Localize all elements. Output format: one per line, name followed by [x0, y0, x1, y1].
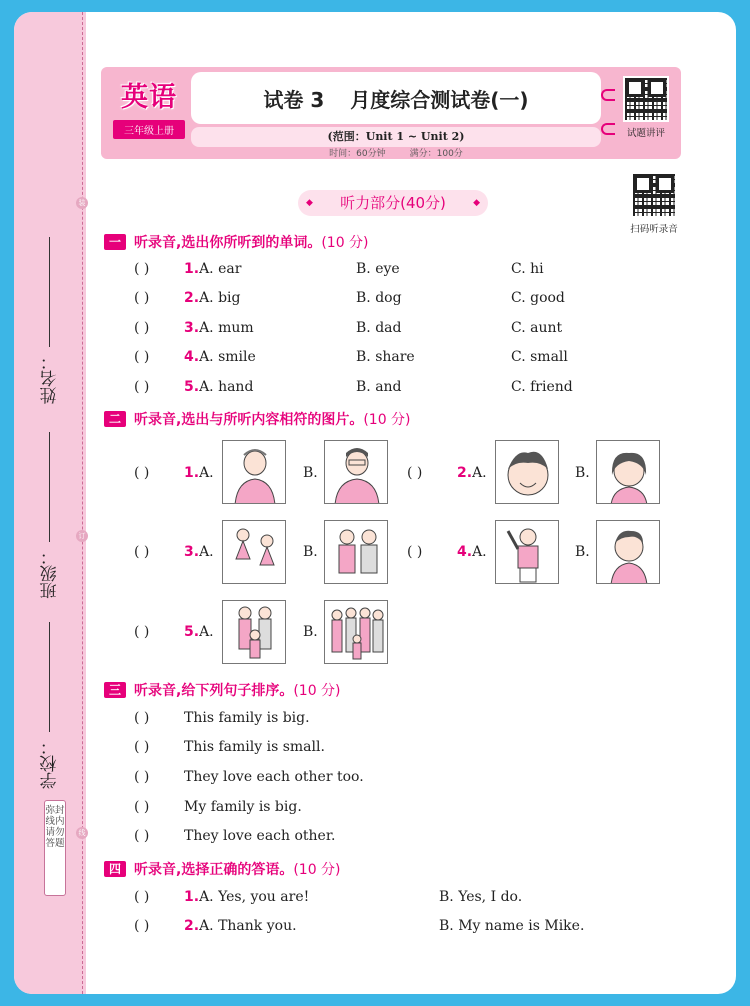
section-heading: [104, 409, 411, 429]
two-adults-picture[interactable]: [324, 520, 388, 584]
question-number: 2.: [184, 290, 200, 306]
title-box: [191, 72, 601, 124]
option-b: B. My name is Mike.: [439, 918, 585, 934]
seal-line: [82, 12, 83, 994]
answer-blank[interactable]: ( ): [134, 624, 150, 640]
option-a: A. mum: [199, 320, 254, 336]
section-points: (10 分): [321, 235, 369, 251]
option-b: B. eye: [356, 261, 400, 277]
option-b: B. Yes, I do.: [439, 889, 523, 905]
option-a: A. Yes, you are!: [199, 889, 310, 905]
qr-code-icon[interactable]: [623, 76, 669, 122]
sentence: This family is small.: [184, 739, 325, 755]
option-b: B. dad: [356, 320, 402, 336]
two-girls-picture[interactable]: [222, 520, 286, 584]
option-b: B.: [303, 624, 318, 640]
option-a: A. ear: [199, 261, 242, 277]
section-title: 听录音,选出你所听到的单词。: [134, 235, 322, 251]
section-title: 听录音,给下列句子排序。: [134, 683, 294, 699]
thinking-boy-picture[interactable]: [596, 520, 660, 584]
section-title: 听录音,选择正确的答语。: [134, 862, 294, 878]
subject-badge: [113, 75, 185, 147]
sentence: They love each other.: [184, 828, 336, 844]
question-number: 4.: [457, 544, 473, 560]
option-c: C. good: [511, 290, 565, 306]
binding-mark: 装: [76, 197, 88, 209]
question-row: [134, 624, 214, 640]
review-qr[interactable]: [623, 76, 669, 139]
subject-title: 英语: [121, 82, 177, 113]
question-row: [134, 710, 310, 726]
section-heading: [104, 859, 341, 879]
question-row: [134, 349, 256, 365]
grade-label: 三年级上册: [113, 120, 185, 139]
answer-blank[interactable]: ( ): [134, 349, 150, 365]
girl-picture[interactable]: [596, 440, 660, 504]
time-limit: 时间：60分钟: [329, 149, 386, 159]
question-row: [134, 828, 335, 844]
answer-blank[interactable]: ( ): [134, 769, 150, 785]
exam-meta: [191, 146, 601, 159]
exam-header: [101, 67, 681, 159]
class-label: 班级：: [40, 548, 61, 599]
option-b: B.: [575, 465, 590, 481]
answer-blank[interactable]: ( ): [134, 799, 150, 815]
full-score: 满分：100分: [409, 149, 463, 159]
section-points: (10 分): [363, 412, 411, 428]
answer-blank[interactable]: ( ): [134, 710, 150, 726]
dad-picture[interactable]: [324, 440, 388, 504]
name-field[interactable]: [30, 237, 70, 404]
question-row: [134, 320, 254, 336]
question-number: 1.: [184, 889, 200, 905]
sentence: This family is big.: [184, 710, 310, 726]
section-points: (10 分): [293, 683, 341, 699]
question-row: [134, 379, 253, 395]
option-b: B. share: [356, 349, 415, 365]
section-number: 一: [104, 234, 126, 250]
listening-banner: ◆ 听力部分(40分) ◆: [298, 190, 488, 216]
question-number: 3.: [184, 320, 200, 336]
class-field[interactable]: [30, 432, 70, 599]
test-number: 试卷 3: [263, 87, 325, 112]
name-label: 姓名：: [40, 353, 61, 404]
option-b: B.: [303, 544, 318, 560]
answer-blank[interactable]: ( ): [134, 544, 150, 560]
question-row: [134, 290, 240, 306]
section-number: 四: [104, 861, 126, 877]
hook-decoration: [601, 89, 615, 101]
question-row: [134, 799, 302, 815]
section-title: 听录音,选出与所听内容相符的图片。: [134, 412, 364, 428]
section-heading: [104, 232, 369, 252]
option-b: B.: [575, 544, 590, 560]
option-b: B.: [303, 465, 318, 481]
answer-blank[interactable]: ( ): [407, 544, 423, 560]
option-a: A. smile: [199, 349, 256, 365]
question-row: [134, 889, 309, 905]
question-row: [134, 769, 364, 785]
big-family-picture[interactable]: [324, 600, 388, 664]
answer-blank[interactable]: ( ): [134, 320, 150, 336]
qr-code-icon[interactable]: [631, 172, 677, 218]
answer-blank[interactable]: ( ): [134, 918, 150, 934]
question-row: [134, 261, 241, 277]
section-heading: [104, 680, 341, 700]
sentence: They love each other too.: [184, 769, 364, 785]
question-row: [407, 544, 487, 560]
question-number: 5.: [184, 624, 200, 640]
answer-blank[interactable]: ( ): [134, 379, 150, 395]
answer-blank[interactable]: ( ): [407, 465, 423, 481]
section-number: 三: [104, 682, 126, 698]
binding-mark: 订: [76, 530, 88, 542]
question-number: 5.: [184, 379, 200, 395]
option-c: C. aunt: [511, 320, 563, 336]
small-family-picture[interactable]: [222, 600, 286, 664]
listening-qr[interactable]: [624, 172, 684, 235]
section-number: 二: [104, 411, 126, 427]
class-blank[interactable]: [50, 432, 51, 542]
school-blank[interactable]: [50, 622, 51, 732]
option-a: A. Thank you.: [199, 918, 297, 934]
option-c: C. hi: [511, 261, 544, 277]
section-points: (10 分): [293, 862, 341, 878]
review-qr-caption: 试题讲评: [626, 128, 665, 139]
question-number: 1.: [184, 261, 200, 277]
answer-blank[interactable]: ( ): [134, 290, 150, 306]
answer-blank[interactable]: ( ): [134, 828, 150, 844]
answer-blank[interactable]: ( ): [134, 889, 150, 905]
option-c: C. friend: [511, 379, 573, 395]
option-a: A. hand: [199, 379, 254, 395]
question-number: 2.: [457, 465, 473, 481]
option-a: A. big: [199, 290, 241, 306]
waving-boy-picture[interactable]: [495, 520, 559, 584]
school-field[interactable]: [30, 622, 70, 789]
option-a: A.: [199, 465, 214, 481]
school-label: 学校：: [40, 738, 61, 789]
option-a: A.: [472, 465, 487, 481]
option-b: B. dog: [356, 290, 402, 306]
option-b: B. and: [356, 379, 402, 395]
question-number: 4.: [184, 349, 200, 365]
answer-blank[interactable]: ( ): [134, 261, 150, 277]
option-a: A.: [472, 544, 487, 560]
grandpa-picture[interactable]: [222, 440, 286, 504]
boy-picture[interactable]: [495, 440, 559, 504]
name-blank[interactable]: [50, 237, 51, 347]
option-c: C. small: [511, 349, 568, 365]
question-row: [134, 739, 325, 755]
option-a: A.: [199, 544, 214, 560]
question-number: 2.: [184, 918, 200, 934]
question-row: [134, 544, 214, 560]
answer-blank[interactable]: ( ): [134, 739, 150, 755]
question-row: [134, 918, 297, 934]
test-title: [263, 84, 528, 113]
test-name: 月度综合测试卷(一): [350, 87, 529, 112]
exam-sheet: [14, 12, 736, 994]
binding-mark: 线: [76, 827, 88, 839]
question-number: 1.: [184, 465, 200, 481]
question-number: 3.: [184, 544, 200, 560]
listening-qr-caption: 扫码听录音: [630, 224, 678, 235]
question-row: [407, 465, 487, 481]
seal-note: 弥封线内请勿答题: [44, 800, 66, 896]
option-a: A.: [199, 624, 214, 640]
sentence: My family is big.: [184, 799, 302, 815]
question-row: [134, 465, 214, 481]
hook-decoration: [601, 123, 615, 135]
unit-range: (范围：Unit 1 ~ Unit 2): [191, 127, 601, 147]
answer-blank[interactable]: ( ): [134, 465, 150, 481]
